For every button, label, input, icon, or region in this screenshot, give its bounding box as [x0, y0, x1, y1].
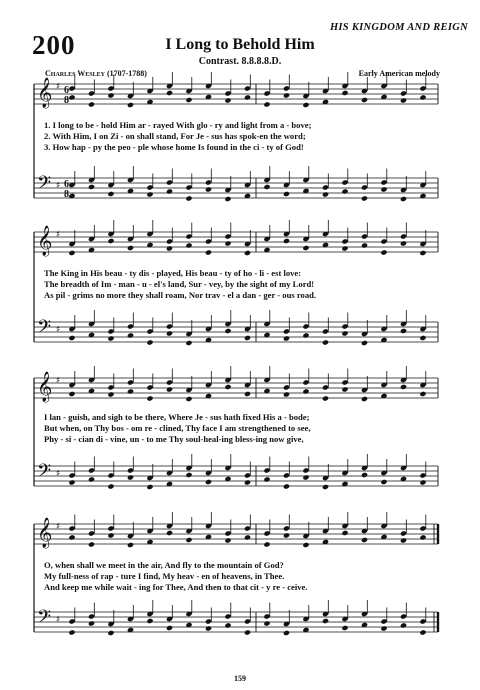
- time-signature-icon: 8: [64, 95, 69, 106]
- note-head: [166, 530, 173, 536]
- page-number: 159: [234, 674, 246, 683]
- note-head: [224, 537, 231, 543]
- note-head: [166, 90, 173, 96]
- note-head: [400, 622, 407, 628]
- note-head: [244, 94, 251, 100]
- note-head: [68, 335, 75, 341]
- note-head: [361, 537, 368, 543]
- note-head: [244, 250, 251, 256]
- note-head: [283, 335, 290, 341]
- sharp-icon: ♯: [56, 325, 61, 335]
- note-head: [341, 625, 348, 631]
- note-head: [263, 620, 270, 626]
- sharp-icon: ♯: [56, 181, 61, 191]
- note-head: [283, 483, 290, 489]
- lyrics-system-1: [44, 120, 436, 153]
- note-head: [205, 186, 212, 192]
- note-head: [88, 541, 95, 547]
- bass-clef-icon: 𝄢: [37, 317, 52, 342]
- note-head: [107, 92, 114, 98]
- note-head: [205, 625, 212, 631]
- note-head: [107, 483, 114, 489]
- note-head: [419, 335, 426, 341]
- note-head: [185, 242, 192, 248]
- note-head: [302, 542, 309, 548]
- note-head: [224, 328, 231, 334]
- note-head: [88, 620, 95, 626]
- note-head: [400, 97, 407, 103]
- note-head: [127, 542, 134, 548]
- note-head: [322, 618, 329, 624]
- note-head: [419, 534, 426, 540]
- note-head: [283, 191, 290, 197]
- lyric-line: 2. With Him, I on Zi - on shall stand, For Je - sus has spok-en the word;: [44, 131, 306, 141]
- note-head: [244, 335, 251, 341]
- note-head: [263, 184, 270, 190]
- note-head: [107, 335, 114, 341]
- note-head: [107, 532, 114, 538]
- note-head: [166, 625, 173, 631]
- lyric-line: 1. I long to be - hold Him ar - rayed With glo - ry and light from a - bove;: [44, 120, 312, 130]
- note-head: [361, 195, 368, 201]
- lyric-line: As pil - grims no more they shall roam, Nor trav - el a dan - ger - ous road.: [44, 290, 317, 300]
- note-head: [244, 391, 251, 397]
- lyric-line: O, when shall we meet in the air, And fly to the mountain of God?: [44, 560, 284, 570]
- note-head: [107, 630, 114, 636]
- author-credit: Charles Wesley (1707-1788): [45, 69, 147, 78]
- time-signature-icon: 8: [64, 189, 69, 200]
- note-head: [302, 332, 309, 338]
- note-head: [380, 625, 387, 631]
- note-head: [341, 330, 348, 336]
- note-head: [244, 479, 251, 485]
- note-head: [224, 622, 231, 628]
- treble-clef-icon: 𝄞: [37, 226, 53, 256]
- lyric-line: But when, on Thy bos - om re - clined, Thy face I am strengthened to see,: [44, 423, 311, 433]
- note-head: [68, 250, 75, 256]
- sharp-icon: ♯: [56, 376, 61, 386]
- sharp-icon: ♯: [56, 82, 61, 92]
- note-head: [302, 102, 309, 108]
- note-head: [88, 184, 95, 190]
- lyrics-system-4: [44, 560, 436, 593]
- time-signature-icon: 6: [64, 85, 69, 96]
- note-head: [224, 384, 231, 390]
- note-head: [380, 249, 387, 255]
- note-head: [302, 388, 309, 394]
- hymn-number: 200: [32, 30, 76, 60]
- note-head: [263, 101, 270, 107]
- note-head: [127, 245, 134, 251]
- note-head: [400, 537, 407, 543]
- note-head: [302, 474, 309, 480]
- treble-clef-icon: 𝄞: [37, 78, 53, 108]
- note-head: [361, 396, 368, 402]
- note-head: [224, 196, 231, 202]
- note-head: [166, 245, 173, 251]
- note-head: [185, 340, 192, 346]
- note-head: [224, 97, 231, 103]
- lyric-line: Phy - si - cian di - vine, un - to me Thy soul-heal-ing bless-ing now give,: [44, 434, 304, 444]
- note-head: [419, 250, 426, 256]
- lyric-line: And keep me while wait - ing for Thee, And then to that cit - y re - ceive.: [44, 582, 308, 592]
- note-head: [224, 240, 231, 246]
- bass-clef-icon: 𝄢: [37, 461, 52, 486]
- note-head: [107, 238, 114, 244]
- section-title: HIS KINGDOM AND REIGN: [329, 22, 468, 33]
- note-head: [283, 391, 290, 397]
- treble-clef-icon: 𝄞: [37, 372, 53, 402]
- note-head: [185, 195, 192, 201]
- note-head: [185, 97, 192, 103]
- time-signature-icon: 6: [64, 179, 69, 190]
- sharp-icon: ♯: [56, 522, 61, 532]
- note-head: [341, 245, 348, 251]
- note-head: [419, 391, 426, 397]
- lyric-line: The breadth of Im - man - u - el's land, Sur - vey, by the sight of my Lord!: [44, 279, 315, 289]
- bass-clef-icon: 𝄢: [37, 173, 52, 198]
- lyrics-system-3: [44, 412, 436, 445]
- note-head: [107, 191, 114, 197]
- note-head: [68, 629, 75, 635]
- lyric-line: I lan - guish, and sigh to be there, Where Je - sus hath fixed His a - bode;: [44, 412, 310, 422]
- note-head: [68, 534, 75, 540]
- note-head: [166, 188, 173, 194]
- bass-clef-icon: 𝄢: [37, 607, 52, 632]
- note-head: [127, 332, 134, 338]
- note-head: [322, 339, 329, 345]
- note-head: [419, 479, 426, 485]
- note-head: [127, 388, 134, 394]
- note-head: [166, 330, 173, 336]
- note-head: [400, 240, 407, 246]
- note-head: [341, 386, 348, 392]
- note-head: [107, 391, 114, 397]
- treble-clef-icon: 𝄞: [37, 518, 53, 548]
- note-head: [341, 188, 348, 194]
- sharp-icon: ♯: [56, 615, 61, 625]
- note-head: [322, 191, 329, 197]
- note-head: [400, 196, 407, 202]
- note-head: [146, 618, 153, 624]
- note-head: [166, 386, 173, 392]
- note-head: [146, 484, 153, 490]
- sharp-icon: ♯: [56, 230, 61, 240]
- note-head: [419, 629, 426, 635]
- note-head: [68, 391, 75, 397]
- tune-source: Early American melody: [358, 69, 440, 78]
- note-head: [302, 245, 309, 251]
- note-head: [400, 384, 407, 390]
- note-head: [185, 537, 192, 543]
- note-head: [146, 395, 153, 401]
- note-head: [400, 328, 407, 334]
- note-head: [205, 479, 212, 485]
- hymn-title: I Long to Behold Him: [165, 36, 315, 53]
- note-head: [283, 630, 290, 636]
- note-head: [146, 191, 153, 197]
- note-head: [88, 476, 95, 482]
- note-head: [341, 530, 348, 536]
- note-head: [244, 534, 251, 540]
- note-head: [146, 339, 153, 345]
- note-head: [341, 90, 348, 96]
- note-head: [185, 396, 192, 402]
- note-head: [283, 92, 290, 98]
- note-head: [205, 249, 212, 255]
- note-head: [185, 472, 192, 478]
- note-head: [283, 238, 290, 244]
- note-head: [263, 541, 270, 547]
- note-head: [127, 474, 134, 480]
- note-head: [361, 242, 368, 248]
- note-head: [263, 476, 270, 482]
- note-head: [419, 94, 426, 100]
- lyric-line: The King in His beau - ty dis - played, His beau - ty of ho - li - est love:: [44, 268, 302, 278]
- lyrics-system-2: [44, 268, 436, 301]
- lyric-line: My full-ness of rap - ture I find, My heav - en of heavens, in Thee.: [44, 571, 285, 581]
- lyric-line: 3. How hap - py the peo - ple whose home Is found in the ci - ty of God!: [44, 142, 304, 152]
- tune-meter: Contrast. 8.8.8.8.D.: [198, 56, 282, 67]
- note-head: [283, 532, 290, 538]
- note-head: [322, 484, 329, 490]
- note-head: [127, 102, 134, 108]
- note-head: [322, 395, 329, 401]
- note-head: [244, 629, 251, 635]
- sharp-icon: ♯: [56, 469, 61, 479]
- note-head: [361, 472, 368, 478]
- note-head: [68, 479, 75, 485]
- note-head: [361, 97, 368, 103]
- note-head: [361, 340, 368, 346]
- note-head: [68, 94, 75, 100]
- note-head: [88, 101, 95, 107]
- note-head: [380, 479, 387, 485]
- note-head: [380, 186, 387, 192]
